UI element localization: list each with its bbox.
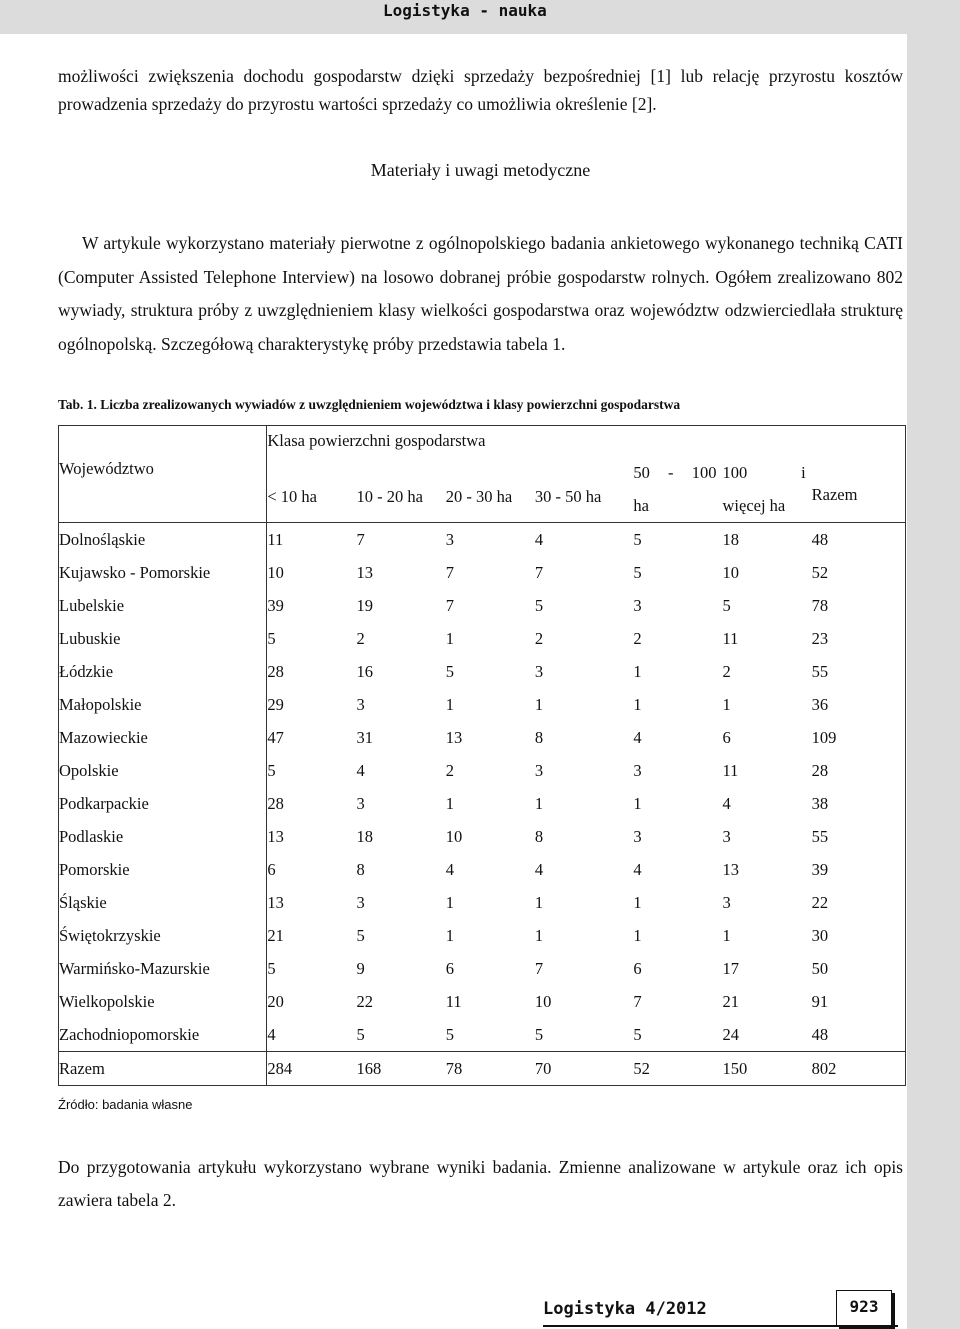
value-cell: 19 — [356, 596, 374, 615]
value-cell: 1 — [534, 695, 544, 714]
value-cell: 1 — [445, 695, 454, 714]
value-cell: 7 — [534, 959, 544, 978]
total-cell: 48 — [812, 523, 906, 557]
value-cell: 1 — [633, 794, 642, 813]
value-cell: 7 — [534, 563, 544, 582]
total-cell: 28 — [812, 754, 906, 787]
value-cell: 1 — [445, 794, 454, 813]
total-cell: 55 — [812, 655, 906, 688]
table-row — [59, 787, 906, 820]
value-cell: 1 — [722, 926, 731, 945]
value-cell: 13 — [267, 820, 357, 853]
value-cell: 29 — [267, 688, 357, 721]
table-header-row-1 — [59, 426, 906, 457]
value-cell: 1 — [445, 629, 454, 648]
value-cell: 7 — [445, 596, 454, 615]
value-cell: 3 — [722, 827, 731, 846]
value-cell: 1 — [633, 662, 642, 681]
total-cell: 109 — [812, 721, 906, 754]
total-cell: 39 — [812, 853, 906, 886]
table-row — [59, 556, 906, 589]
header-col-5 — [633, 456, 722, 523]
header-col-6-line-2: więcej ha — [722, 496, 786, 515]
value-cell: 5 — [445, 1025, 454, 1044]
value-cell: 10 — [267, 556, 357, 589]
value-cell: 2 — [356, 629, 365, 648]
value-cell: 21 — [722, 992, 739, 1011]
total-cell: 78 — [812, 589, 906, 622]
table-source: Źródło: badania własne — [58, 1097, 193, 1112]
value-cell: 1 — [534, 926, 544, 945]
value-cell: 5 — [356, 1025, 365, 1044]
header-col-2: 10 - 20 ha — [356, 487, 423, 506]
value-cell: 8 — [534, 827, 544, 846]
value-cell: 4 — [633, 728, 642, 747]
value-cell: 5 — [445, 662, 454, 681]
value-cell: 9 — [356, 959, 365, 978]
value-cell: 3 — [356, 695, 365, 714]
header-group: Klasa powierzchni gospodarstwa — [267, 426, 906, 457]
value-cell: 11 — [267, 523, 357, 557]
value-cell: 284 — [267, 1052, 357, 1086]
region-name: Warmińsko-Mazurskie — [59, 952, 267, 985]
table-row — [59, 754, 906, 787]
value-cell: 5 — [534, 1025, 544, 1044]
value-cell: 52 — [633, 1052, 722, 1086]
value-cell: 5 — [267, 622, 357, 655]
value-cell: 5 — [633, 523, 722, 557]
region-name: Pomorskie — [59, 853, 267, 886]
value-cell: 7 — [357, 523, 446, 557]
value-cell: 11 — [722, 761, 739, 780]
total-cell: 55 — [812, 820, 906, 853]
value-cell: 1 — [534, 893, 544, 912]
right-margin-strip — [907, 34, 960, 1329]
footer-journal-title: Logistyka 4/2012 — [543, 1299, 707, 1319]
value-cell: 17 — [722, 959, 739, 978]
total-cell: 52 — [812, 556, 906, 589]
table-row — [59, 952, 906, 985]
value-cell: 21 — [267, 919, 357, 952]
value-cell: 1 — [445, 893, 454, 912]
value-cell: 2 — [445, 761, 454, 780]
value-cell: 2 — [534, 629, 544, 648]
total-cell: 802 — [812, 1052, 906, 1086]
value-cell: 5 — [633, 1025, 642, 1044]
region-name: Lubuskie — [59, 622, 267, 655]
value-cell: 3 — [633, 761, 642, 780]
value-cell: 18 — [356, 827, 374, 846]
region-name: Zachodniopomorskie — [59, 1018, 267, 1052]
total-cell: 38 — [812, 787, 906, 820]
value-cell: 4 — [633, 860, 642, 879]
header-region: Województwo — [59, 426, 267, 523]
value-cell: 1 — [534, 794, 544, 813]
region-name: Podkarpackie — [59, 787, 267, 820]
header-col-3: 20 - 30 ha — [445, 487, 513, 506]
header-total: Razem — [812, 456, 906, 523]
value-cell: 2 — [722, 662, 731, 681]
region-name: Opolskie — [59, 754, 267, 787]
value-cell: 3 — [722, 893, 731, 912]
value-cell: 13 — [722, 860, 739, 879]
value-cell: 3 — [446, 523, 535, 557]
table-row — [59, 622, 906, 655]
value-cell: 5 — [267, 754, 357, 787]
table-row — [59, 688, 906, 721]
page-number: 923 — [836, 1290, 892, 1326]
value-cell: 4 — [722, 794, 731, 813]
value-cell: 24 — [722, 1025, 739, 1044]
value-cell: 13 — [356, 563, 374, 582]
value-cell: 8 — [534, 728, 544, 747]
table-row — [59, 919, 906, 952]
region-name: Śląskie — [59, 886, 267, 919]
paragraph-conclusion: Do przygotowania artykułu wykorzystano wybrane wyniki badania. Zmienne analizowane w artykule oraz ich opis zawiera tabela 2. — [58, 1157, 903, 1210]
header-col-4: 30 - 50 ha — [534, 487, 602, 506]
total-cell: 36 — [812, 688, 906, 721]
header-col-5-line-2: ha — [633, 496, 649, 515]
value-cell: 11 — [445, 992, 462, 1011]
value-cell: 22 — [356, 992, 374, 1011]
total-cell: 91 — [812, 985, 906, 1018]
value-cell: 5 — [633, 563, 642, 582]
table-row — [59, 721, 906, 754]
region-name: Świętokrzyskie — [59, 919, 267, 952]
table-row — [59, 886, 906, 919]
value-cell: 7 — [445, 563, 454, 582]
total-cell: 23 — [812, 622, 906, 655]
value-cell: 18 — [723, 523, 812, 557]
value-cell: 3 — [356, 893, 365, 912]
value-cell: 5 — [267, 952, 357, 985]
total-cell: 50 — [812, 952, 906, 985]
value-cell: 1 — [633, 695, 642, 714]
value-cell: 39 — [267, 589, 357, 622]
value-cell: 47 — [267, 721, 357, 754]
value-cell: 7 — [633, 992, 642, 1011]
value-cell: 4 — [267, 1018, 357, 1052]
value-cell: 6 — [445, 959, 454, 978]
table-row — [59, 589, 906, 622]
value-cell: 6 — [633, 959, 642, 978]
value-cell: 3 — [356, 794, 365, 813]
value-cell: 13 — [445, 728, 463, 747]
region-name: Mazowieckie — [59, 721, 267, 754]
value-cell: 11 — [722, 629, 739, 648]
interviews-table — [58, 425, 906, 1086]
value-cell: 5 — [722, 596, 731, 615]
region-name: Małopolskie — [59, 688, 267, 721]
value-cell: 28 — [267, 787, 357, 820]
table-row — [59, 853, 906, 886]
value-cell: 8 — [356, 860, 365, 879]
paragraph-intro: możliwości zwiększenia dochodu gospodarstw dzięki sprzedaży bezpośredniej [1] lub relację przyrostu kosztów prowadzenia sprzedaży do przyrostu wartości sprzedaży co umożliwia określenie [2]. — [58, 66, 903, 114]
region-name: Dolnośląskie — [59, 523, 267, 557]
value-cell: 5 — [534, 596, 544, 615]
region-name: Kujawsko - Pomorskie — [59, 556, 267, 589]
section-heading: Materiały i uwagi metodyczne — [370, 160, 591, 180]
table-row — [59, 985, 906, 1018]
value-cell: 1 — [633, 926, 642, 945]
header-col-6 — [723, 456, 812, 523]
table-row — [59, 523, 906, 557]
total-cell: 48 — [812, 1018, 906, 1052]
value-cell: 10 — [445, 827, 463, 846]
value-cell: 4 — [445, 860, 454, 879]
value-cell: 5 — [356, 926, 365, 945]
value-cell: 4 — [535, 523, 633, 557]
region-name: Lubelskie — [59, 589, 267, 622]
value-cell: 150 — [723, 1052, 812, 1086]
value-cell: 2 — [633, 629, 642, 648]
value-cell: 168 — [357, 1052, 446, 1086]
total-cell: 30 — [812, 919, 906, 952]
value-cell: 6 — [267, 853, 357, 886]
value-cell: 20 — [267, 985, 357, 1018]
header-col-6-line-1: 100 i — [722, 463, 806, 482]
total-label: Razem — [59, 1052, 267, 1086]
value-cell: 1 — [633, 893, 642, 912]
table-row — [59, 655, 906, 688]
table-caption: Tab. 1. Liczba zrealizowanych wywiadów z uwzględnieniem województwa i klasy powierzchni gospodarstwa — [58, 397, 681, 412]
value-cell: 3 — [633, 596, 642, 615]
value-cell: 10 — [722, 563, 739, 582]
region-name: Wielkopolskie — [59, 985, 267, 1018]
header-col-5-line-1: 50 - 100 — [633, 463, 717, 482]
value-cell: 13 — [267, 886, 357, 919]
value-cell: 3 — [534, 761, 544, 780]
running-header-title: Logistyka - nauka — [383, 1, 547, 20]
region-name: Podlaskie — [59, 820, 267, 853]
table-row — [59, 1018, 906, 1052]
region-name: Łódzkie — [59, 655, 267, 688]
value-cell: 10 — [534, 992, 552, 1011]
value-cell: 4 — [534, 860, 544, 879]
value-cell: 3 — [633, 827, 642, 846]
value-cell: 31 — [356, 728, 374, 747]
paragraph-methodology: W artykule wykorzystano materiały pierwotne z ogólnopolskiego badania ankietowego wykonanego techniką CATI (Computer Assisted Telephone Interview) na losowo dobranej próbie gospodarstw rolnych. Ogółem zrealizowano 802 wywiady, struktura próby z uwzględnieniem klasy wielkości gospodarstwa oraz województw odzwierciedlała strukturę ogólnopolską. Szczegółową charakterystykę próby przedstawia tabela 1. — [58, 233, 903, 354]
value-cell: 16 — [356, 662, 374, 681]
header-col-1: < 10 ha — [267, 456, 357, 523]
value-cell: 28 — [267, 655, 357, 688]
value-cell: 4 — [356, 761, 365, 780]
total-cell: 22 — [812, 886, 906, 919]
value-cell: 3 — [534, 662, 544, 681]
value-cell: 1 — [445, 926, 454, 945]
table-row — [59, 820, 906, 853]
value-cell: 78 — [446, 1052, 535, 1086]
table-total-row — [59, 1052, 906, 1086]
value-cell: 6 — [722, 728, 731, 747]
value-cell: 1 — [722, 695, 731, 714]
value-cell: 70 — [535, 1052, 633, 1086]
